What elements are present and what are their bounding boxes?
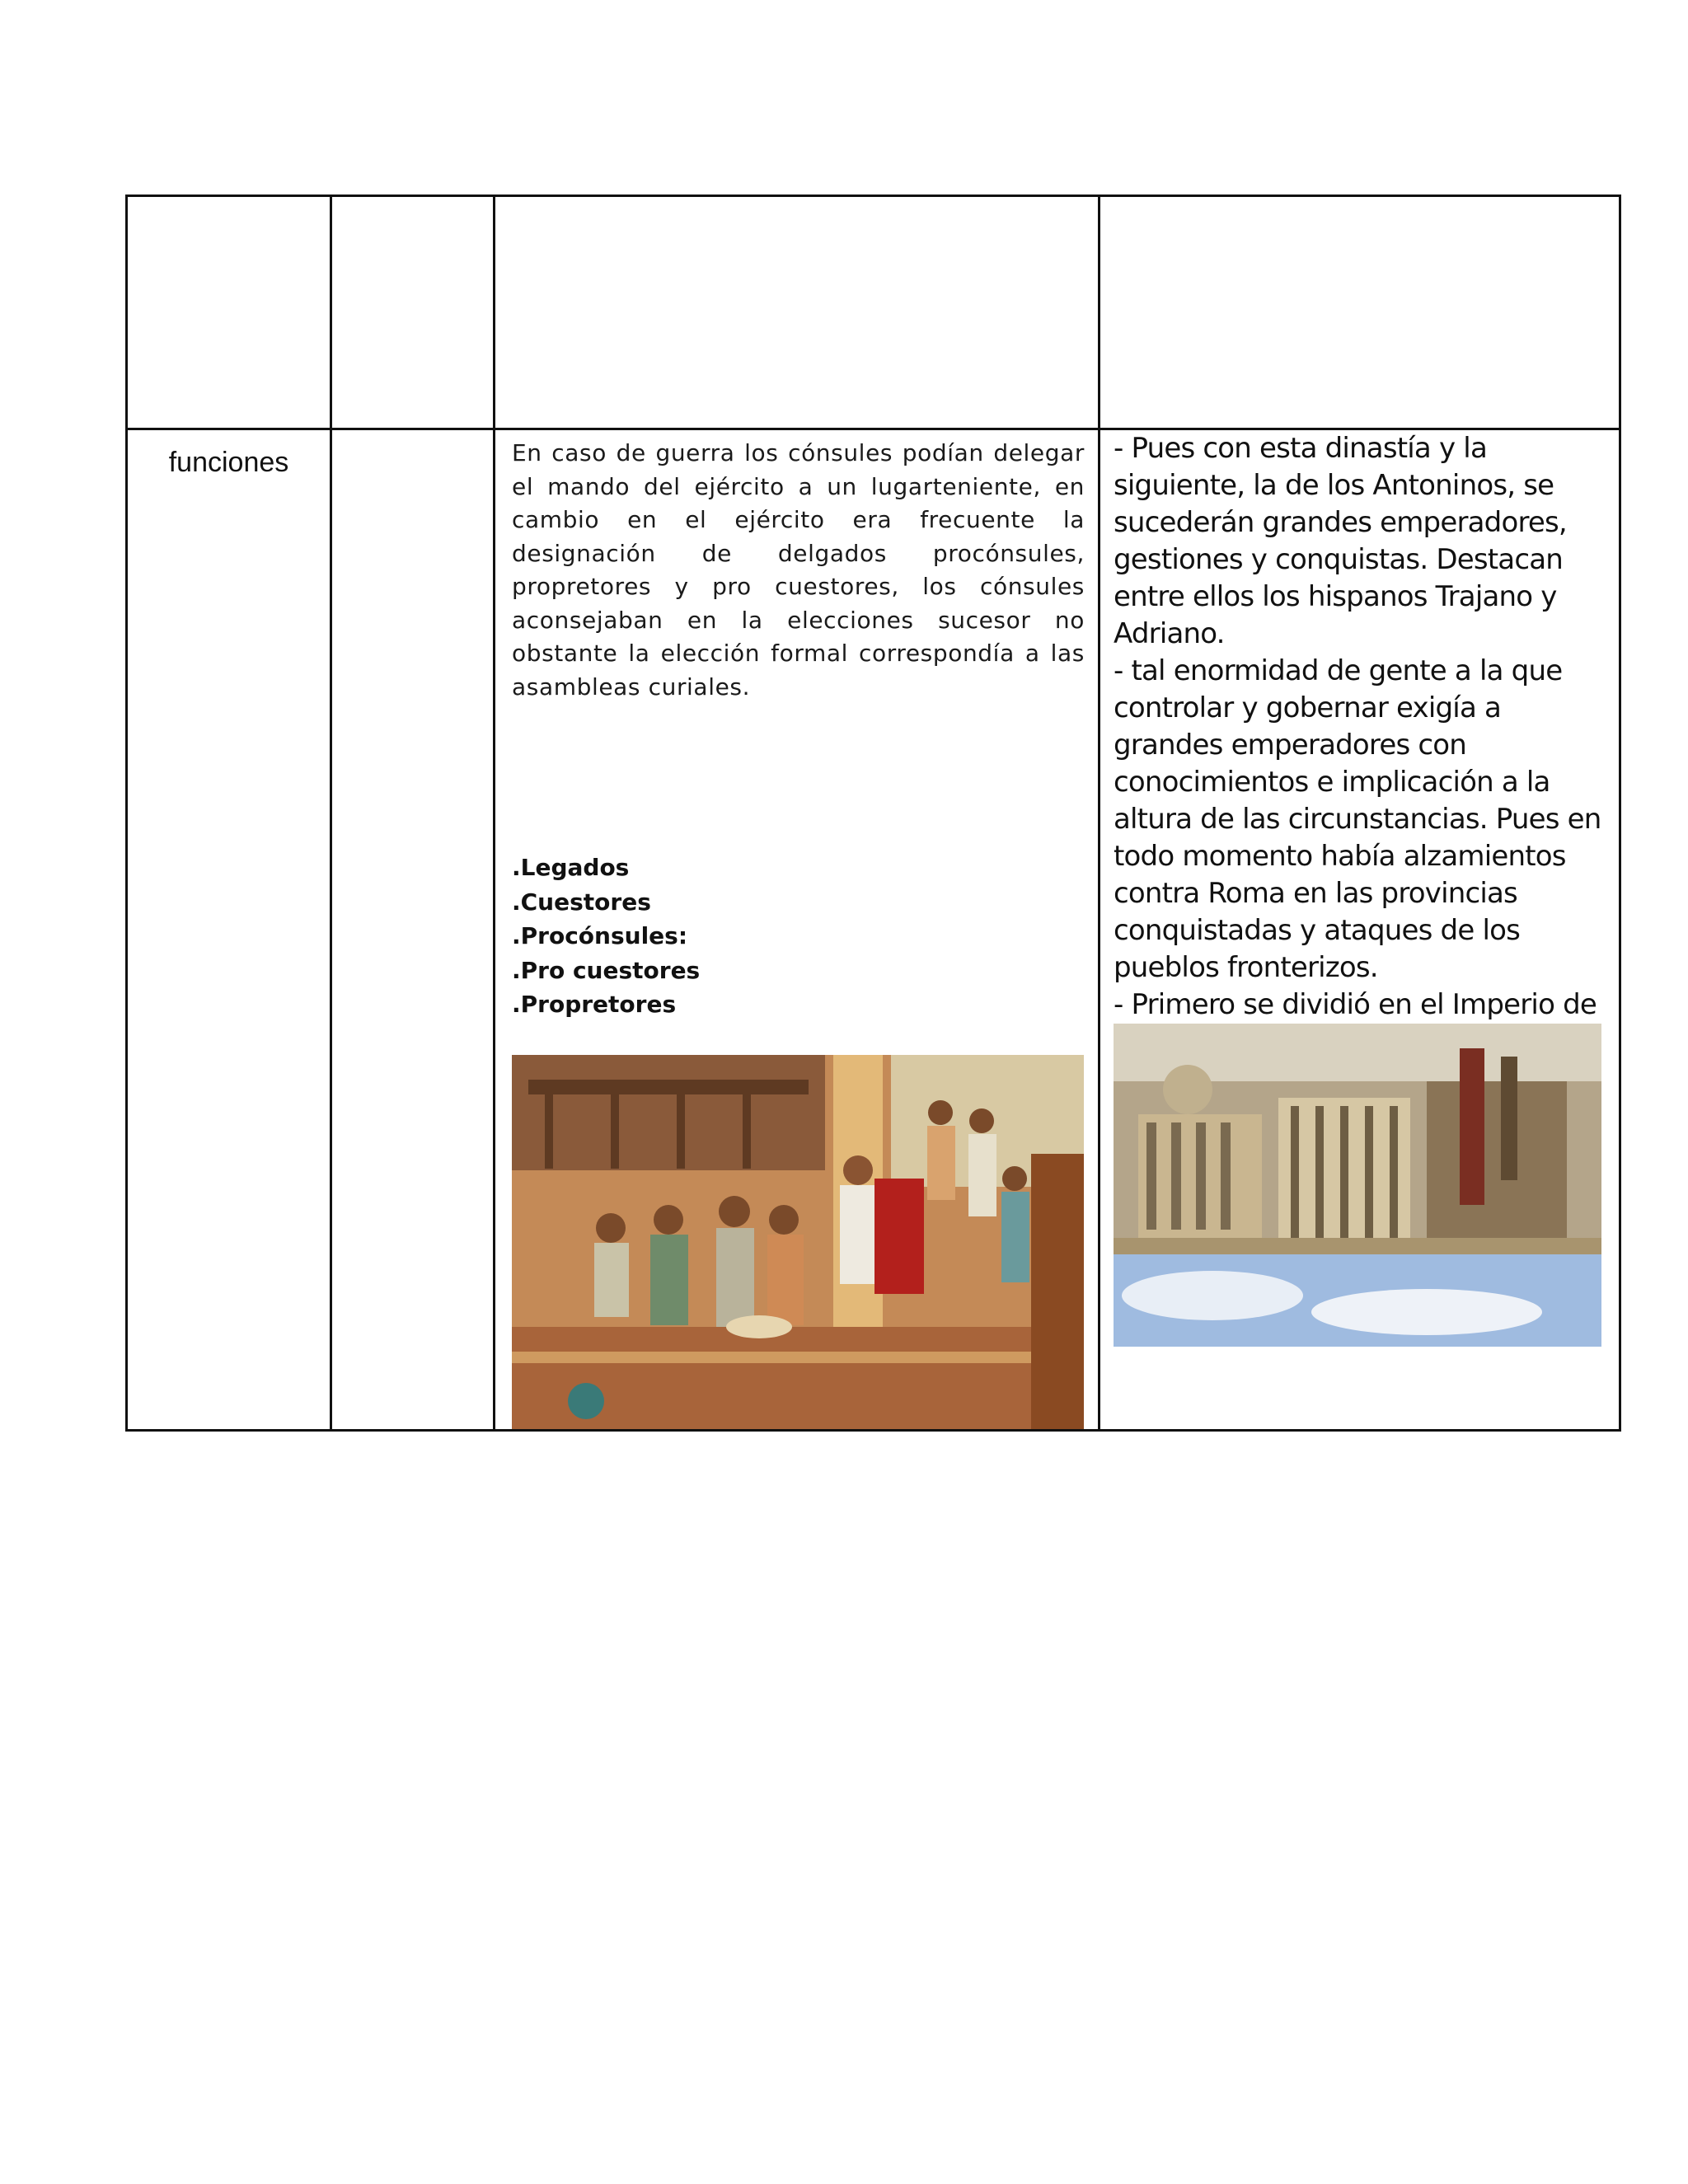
table-cell	[1100, 196, 1620, 429]
row-label: funciones	[168, 447, 289, 478]
consul-paragraph: En caso de guerra los cónsules podían delegar el mando del ejército a un lugarteniente, en cambio en el ejército era frecuente la designación de delgados procónsules, propretores y pro cuestores, los cónsules aconsejaban en la elecciones sucesor no obstante la elección formal correspondía a las asambleas curiales.	[512, 439, 1085, 701]
comparison-table	[125, 194, 1621, 1432]
list-item: - Primero se dividió en el Imperio de	[1114, 988, 1597, 1021]
roles-list	[512, 851, 700, 1022]
list-item: .Cuestores	[512, 888, 651, 916]
roman-city-drawing	[1114, 1024, 1601, 1347]
table-cell	[331, 429, 495, 1431]
list-item: .Procónsules:	[512, 922, 688, 949]
list-item: .Pro cuestores	[512, 956, 701, 984]
roman-scene-drawing	[512, 1055, 1084, 1429]
list-item: - tal enormidad de gente a la que controlar y gobernar exigía a grandes emperadores con conocimientos e implicación a la altura de las circunstancias. Pues en todo momento había alzamientos contra Roma en las provincias conquistadas y ataques de los pueblos fronterizos.	[1114, 654, 1601, 984]
table-cell	[1100, 429, 1620, 1431]
list-item: .Propretores	[512, 991, 677, 1018]
list-item: - Pues con esta dinastía y la siguiente, la de los Antoninos, se sucederán grandes emperadores, gestiones y conquistas. Destacan entre ellos los hispanos Trajano y Adriano.	[1114, 432, 1567, 650]
list-item: .Legados	[512, 854, 630, 881]
empire-notes	[1114, 430, 1612, 1098]
roman-city-illustration	[1114, 1024, 1601, 1347]
table-cell	[127, 196, 331, 429]
table-cell	[495, 429, 1100, 1431]
table-cell	[331, 196, 495, 429]
table-cell	[127, 429, 331, 1431]
table-row	[127, 196, 1620, 429]
roman-scene-illustration	[512, 1055, 1084, 1429]
table-cell	[495, 196, 1100, 429]
table-row	[127, 429, 1620, 1431]
